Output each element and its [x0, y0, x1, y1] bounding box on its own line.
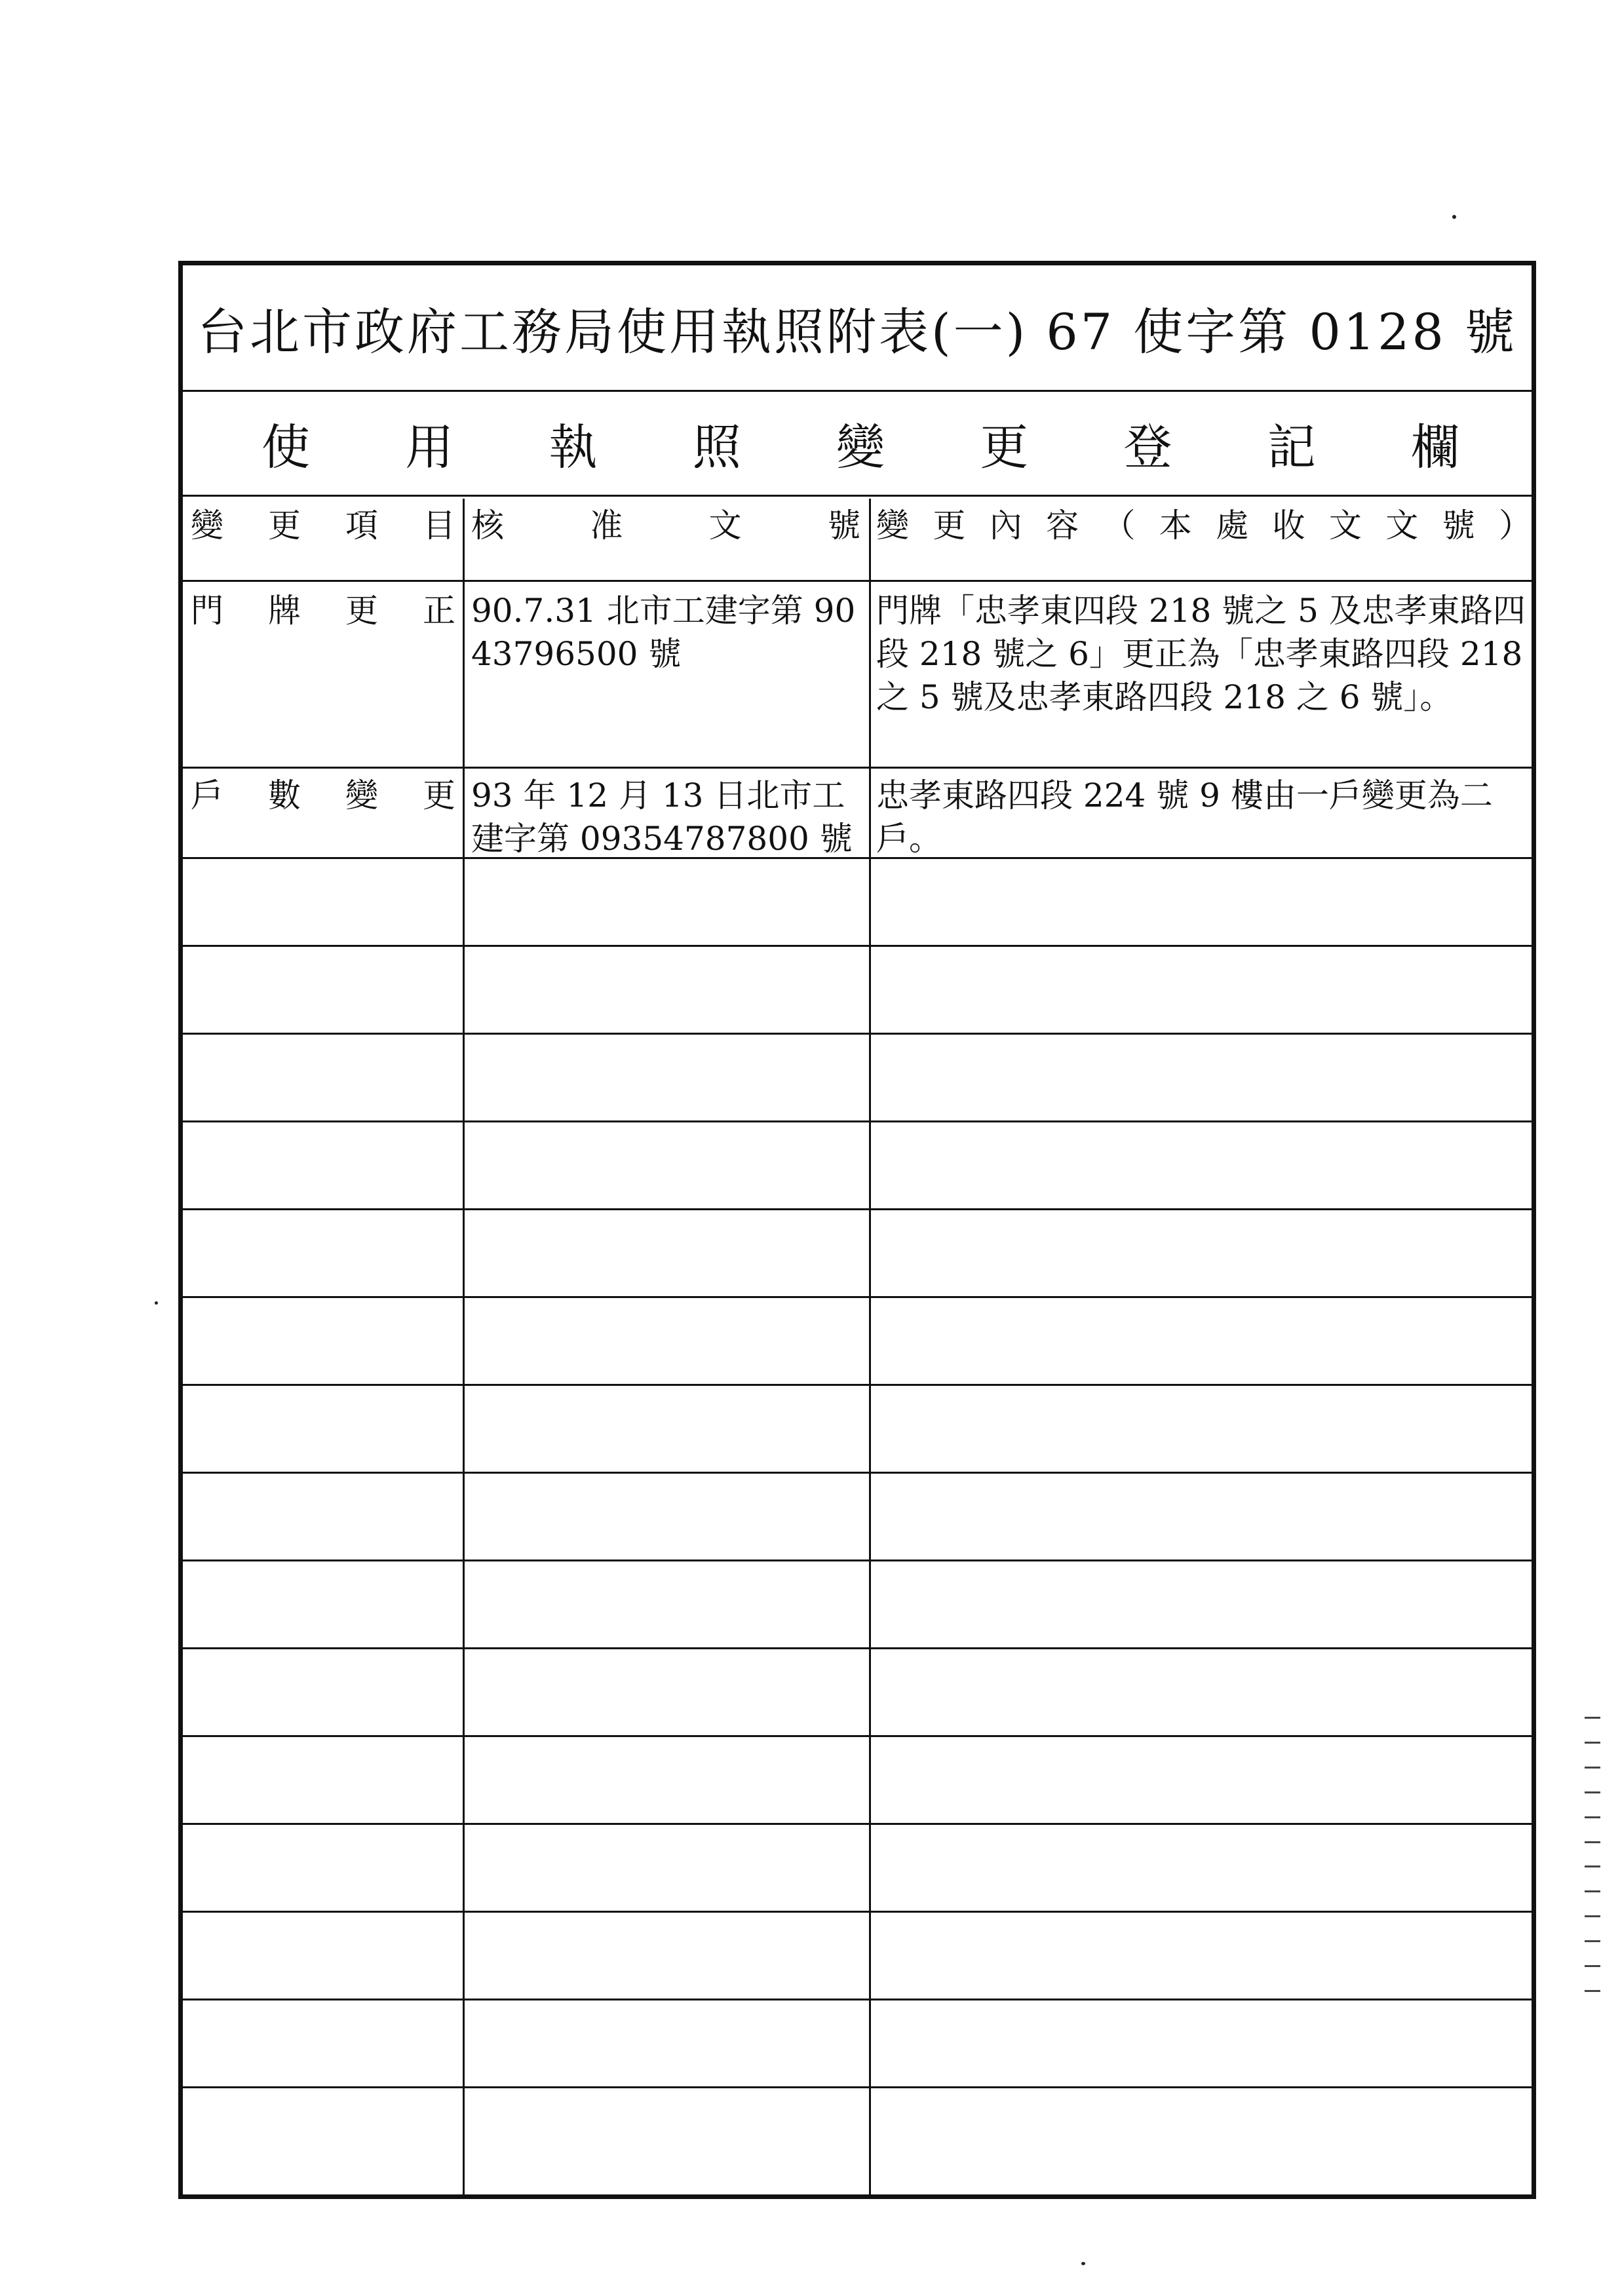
scan-speck [155, 1301, 158, 1305]
heading-char: 欄 [1411, 419, 1459, 476]
row-item: 門 牌 更 正 [191, 592, 455, 630]
column-divider [463, 499, 465, 2194]
heading-char: 使 [261, 419, 310, 476]
document-title: 台北市政府工務局使用執照附表(一) 67 使字第 0128 號 [183, 265, 1532, 392]
row-divider [183, 945, 1532, 947]
scan-speck [1081, 2262, 1085, 2265]
row-divider [183, 2086, 1532, 2088]
heading-char: 照 [692, 419, 741, 476]
row-divider [183, 1999, 1532, 2000]
row-divider [183, 1296, 1532, 1298]
heading-char: 執 [549, 419, 598, 476]
row-divider [183, 1384, 1532, 1386]
heading-char: 登 [1123, 419, 1172, 476]
row-divider [183, 1208, 1532, 1210]
row-divider [183, 767, 1532, 769]
row-divider [183, 1559, 1532, 1561]
row-content: 門牌「忠孝東四段 218 號之 5 及忠孝東路四段 218 號之 6」更正為「忠孝東路四段 218 之 5 號及忠孝東路四段 218 之 6 號」。 [876, 592, 1526, 716]
header-item: 變 更 項 目 [191, 507, 455, 545]
column-divider [869, 499, 871, 2194]
heading-char: 用 [405, 419, 454, 476]
heading-char: 更 [980, 419, 1029, 476]
scan-speck [1452, 215, 1456, 219]
row-divider [183, 1823, 1532, 1825]
row-divider [183, 857, 1532, 859]
row-divider [183, 1033, 1532, 1035]
row-divider [183, 1472, 1532, 1474]
row-content: 忠孝東路四段 224 號 9 樓由一戶變更為二戶。 [876, 776, 1493, 858]
row-approval: 93 年 12 月 13 日北市工建字第 09354787800 號 [471, 776, 853, 858]
row-approval: 90.7.31 北市工建字第 9043796500 號 [471, 592, 856, 673]
heading-char: 變 [836, 419, 885, 476]
row-divider [183, 580, 1532, 582]
header-content: 變 更 內 容 （ 本 處 收 文 文 號 ） [876, 507, 1532, 545]
row-item: 戶 數 變 更 [191, 776, 455, 814]
row-divider [183, 1911, 1532, 1913]
row-divider [183, 1120, 1532, 1122]
scan-edge-marks [1585, 1717, 1600, 1992]
section-heading [183, 392, 1532, 497]
row-divider [183, 1647, 1532, 1649]
header-approval: 核 准 文 號 [471, 507, 860, 545]
heading-char: 記 [1267, 419, 1316, 476]
document-table-frame [178, 261, 1536, 2199]
row-divider [183, 1735, 1532, 1737]
